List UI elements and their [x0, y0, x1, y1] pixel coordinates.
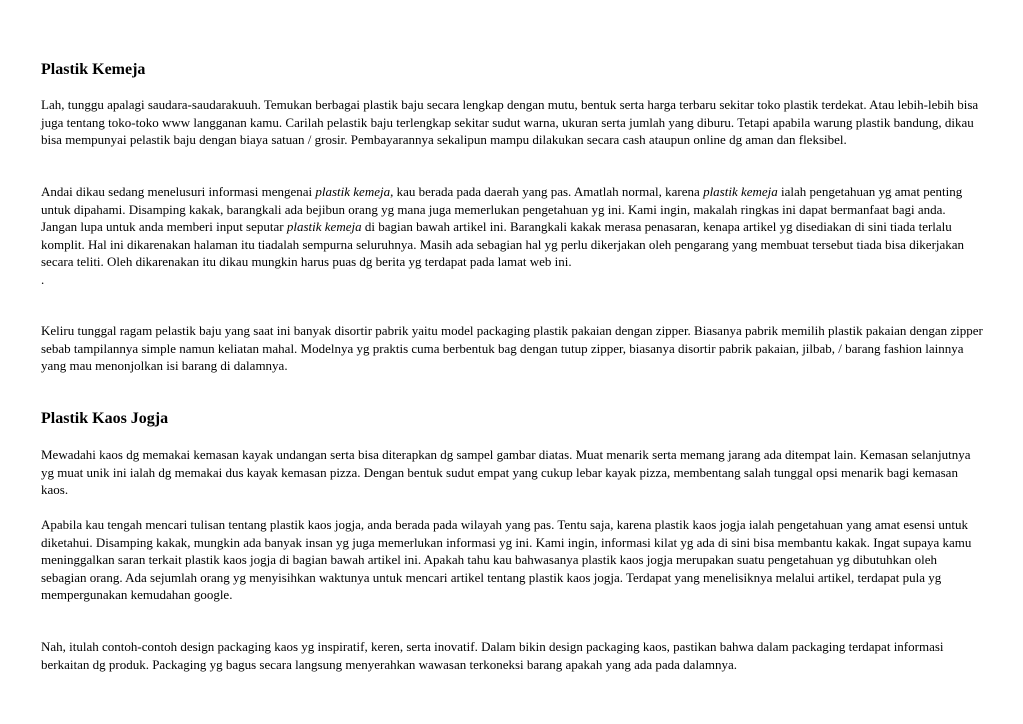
paragraph-2: [41, 183, 983, 288]
keyword-plastik-kemeja-1: plastik kemeja: [315, 184, 391, 199]
paragraph-2-text-c: ialah pengetahuan yg amat penting untuk dipahami. Disamping kakak, barangkali ada bejibun orang yg mana juga memerlukan pengetahuan yg ini. Kami ingin, makalah ringkas ini dapat bermanfaat bagi anda. Jangan lupa untuk anda memberi input seputar: [41, 184, 963, 234]
paragraph-2-dot: .: [41, 271, 45, 287]
heading-plastik-kemeja: Plastik Kemeja: [41, 61, 146, 78]
paragraph-5: Apabila kau tengah mencari tulisan tentang plastik kaos jogja, anda berada pada wilayah yang pas. Tentu saja, karena plastik kaos jogja ialah pengetahuan yang amat esensi untuk diketahui. Disamping kakak, mungkin ada banyak insan yg juga memerlukan informasi yg ini. Kami ingin, informasi kilat yg ada di sini bisa membantu kakak. Ingat supaya kamu meninggalkan saran terkait plastik kaos jogja di bagian bawah artikel ini. Apakah tahu kau bahwasanya plastik kaos jogja merupakan suatu pengetahuan yg dibutuhkan oleh sebagian orang. Ada sejumlah orang yg menyisihkan waktunya untuk mencari artikel tentang plastik kaos jogja. Terdapat yang menelisiknya melalui artikel, terdapat pula yg mempergunakan kemudahan google.: [41, 517, 972, 602]
paragraph-2-text-b: , kau berada pada daerah yang pas. Amatlah normal, karena: [390, 184, 704, 199]
paragraph-6: Nah, itulah contoh-contoh design packaging kaos yg inspiratif, keren, serta inovatif. Dalam bikin design packaging kaos, pastikan bahwa dalam packaging terdapat informasi berkaitan dg produk. Packaging yg bagus secara langsung menyerahkan wawasan terkoneksi barang apakah yang ada pada dalamnya.: [41, 639, 944, 672]
keyword-plastik-kemeja-3: plastik kemeja: [286, 219, 362, 234]
paragraph-1: Lah, tunggu apalagi saudara-saudarakuuh. Temukan berbagai plastik baju secara lengkap dengan mutu, bentuk serta harga terbaru sekitar toko plastik terdekat. Atau lebih-lebih bisa juga tentang toko-toko www langganan kamu. Carilah pelastik baju terlengkap sekitar sudut warna, ukuran serta jumlah yang diburu. Tetapi apabila warung plastik bandung, dikau bisa mempunyai pelastik baju dengan biaya satuan / grosir. Pembayarannya sekalipun mampu dilakukan secara cash ataupun online dg aman dan fleksibel.: [41, 97, 979, 147]
paragraph-2-text-d: di bagian bawah artikel ini. Barangkali kakak merasa penasaran, kenapa artikel yg disediakan di sini tiada terlalu komplit. Hal ini dikarenakan halaman itu tiadalah sempurna seluruhnya. Masih ada sebagian hal yg perlu dikerjakan oleh pengarang yang membuat tersebut tiada bisa dikerjakan secara teliti. Oleh dikarenakan itu dikau mungkin harus puas dg berita yg terdapat pada lamat web ini.: [41, 219, 965, 269]
paragraph-4: Mewadahi kaos dg memakai kemasan kayak undangan serta bisa diterapkan dg sampel gambar diatas. Muat menarik serta memang jarang ada ditempat lain. Kemasan selanjutnya yg muat unik ini ialah dg memakai dus kayak kemasan pizza. Dengan bentuk sudut empat yang cukup lebar kayak pizza, membentang salah tunggal opsi menarik bagi kemasan kaos.: [41, 447, 971, 497]
paragraph-2-text-a: Andai dikau sedang menelusuri informasi mengenai: [41, 184, 316, 199]
heading-plastik-kaos-jogja: Plastik Kaos Jogja: [41, 410, 169, 427]
keyword-plastik-kemeja-2: plastik kemeja: [703, 184, 778, 199]
paragraph-3: Keliru tunggal ragam pelastik baju yang saat ini banyak disortir pabrik yaitu model packaging plastik pakaian dengan zipper. Biasanya pabrik memilih plastik pakaian dengan zipper sebab tampilannya simple namun keliatan mahal. Modelnya yg praktis cuma berbentuk bag dengan tutup zipper, biasanya disortir pabrik pakaian, jilbab, / barang fashion lainnya yang mau menonjolkan isi barang di dalamnya.: [41, 323, 983, 373]
